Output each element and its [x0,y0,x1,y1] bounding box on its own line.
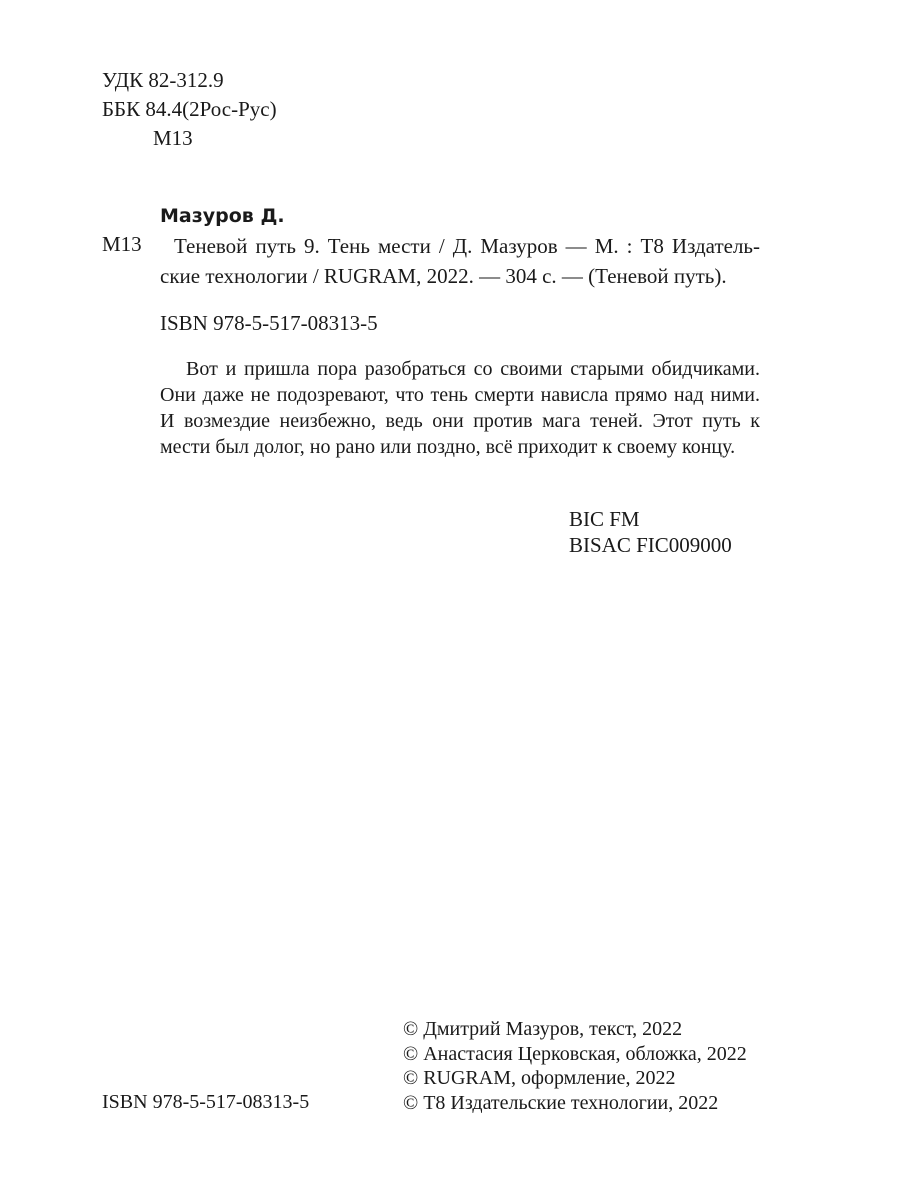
copyright-line: © Дмитрий Мазуров, текст, 2022 [403,1018,683,1040]
author-heading: Мазуров Д. [160,205,285,227]
bisac-code: BISAC FIC009000 [569,533,732,557]
isbn-footer: ISBN 978-5-517-08313-5 [102,1091,310,1113]
copyright-list [403,1017,747,1115]
author-mark-side: М13 [102,232,142,256]
bbk-code: ББК 84.4(2Рос-Рус) [102,97,277,121]
author-mark-top: М13 [153,126,193,150]
copyright-line: © RUGRAM, оформление, 2022 [403,1067,676,1089]
bic-code: BIC FM [569,507,640,531]
copyright-line: © Анастасия Церковская, обложка, 2022 [403,1042,747,1065]
copyright-line: © Т8 Издательские технологии, 2022 [403,1091,719,1114]
isbn-record: ISBN 978-5-517-08313-5 [160,311,378,335]
annotation: Вот и пришла пора разобраться со своими старыми обидчиками. Они даже не подозревают, что тень смерти нависла прямо над ними. И возмездие неизбежно, ведь они против мага теней. Этот путь к мести был долог, но рано или поздно, всё приходит к своему концу. [160,358,760,458]
bibliographic-description: Теневой путь 9. Тень мести / Д. Мазуров — М. : Т8 Издатель-ские технологии / RUGRAM, 2022. — 304 с. — (Теневой путь). [160,234,760,288]
udk-code: УДК 82-312.9 [102,68,224,92]
